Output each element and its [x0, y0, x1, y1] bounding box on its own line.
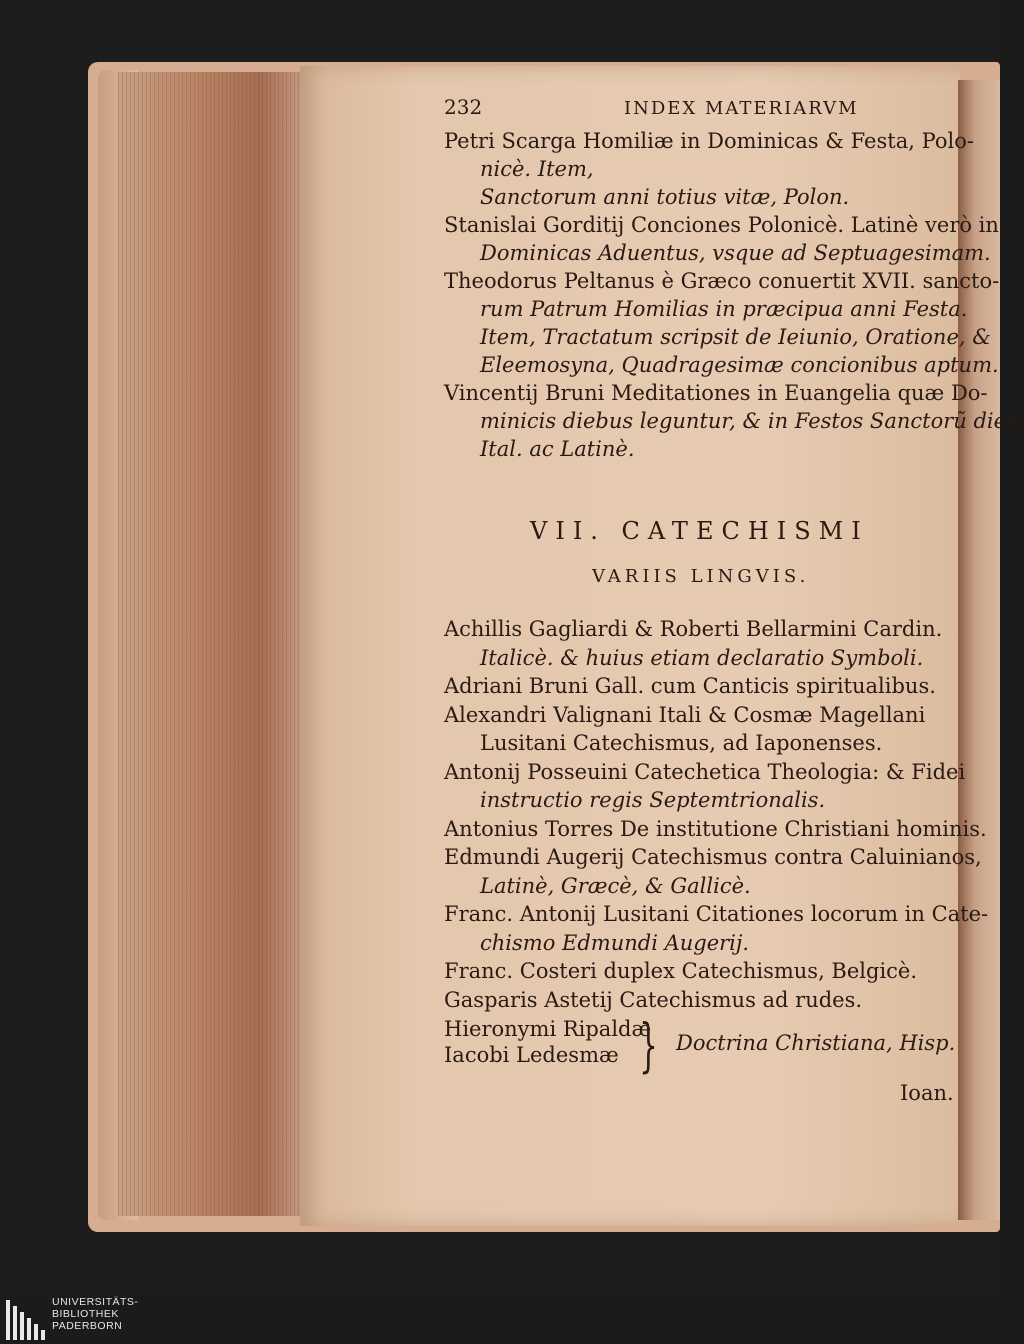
library-name [52, 1296, 138, 1332]
text-line: Dominicas Aduentus, vsque ad Septuagesimam. [480, 241, 991, 265]
text-line: instructio regis Septemtrionalis. [480, 788, 826, 812]
brace-shared-title: Doctrina Christiana, Hisp. [676, 1031, 956, 1055]
library-logo-icon [6, 1300, 46, 1340]
text-line: Ital. ac Latinè. [480, 437, 635, 461]
text-line: Franc. Costeri duplex Catechismus, Belgicè. [444, 959, 918, 983]
library-name-line2: BIBLIOTHEK [52, 1308, 119, 1320]
page-fore-edge [118, 72, 308, 1216]
text-line: Lusitani Catechismus, ad Iaponenses. [480, 731, 883, 755]
text-line: Franc. Antonij Lusitani Citationes locorum in Cate- [444, 902, 989, 926]
text-line: Sanctorum anni totius vitæ, Polon. [480, 185, 850, 209]
section-title: VII. CATECHISMI [530, 517, 869, 545]
section-subtitle: VARIIS LINGVIS. [592, 566, 810, 587]
text-line: minicis diebus leguntur, & in Festos Sanctorũ dies, [480, 409, 1024, 433]
text-line: Italicè. & huius etiam declaratio Symboli. [480, 645, 924, 670]
text-line: Gasparis Astetij Catechismus ad rudes. [444, 987, 863, 1012]
page-text [444, 94, 1024, 1114]
brace-name-1: Hieronymi Ripaldæ [444, 1017, 652, 1041]
brace-name-2: Iacobi Ledesmæ [444, 1043, 619, 1067]
text-line: Item, Tractatum scripsit de Ieiunio, Oratione, & [480, 325, 991, 349]
text-line: Achillis Gagliardi & Roberti Bellarmini Cardin. [444, 617, 943, 641]
text-line: Eleemosyna, Quadragesimæ concionibus aptum. [480, 353, 999, 377]
running-head: INDEX MATERIARVM [624, 98, 859, 119]
text-line: Alexandri Valignani Itali & Cosmæ Magellani [444, 702, 926, 727]
text-line: nicè. Item, [480, 157, 594, 181]
library-name-line1: UNIVERSITÄTS- [52, 1296, 139, 1308]
text-line: chismo Edmundi Augerij. [480, 930, 750, 955]
text-line: Latinè, Græcè, & Gallicè. [480, 873, 751, 898]
brace-symbol: } [639, 1011, 658, 1079]
library-name-line3: PADERBORN [52, 1320, 123, 1332]
text-line: Antonius Torres De institutione Christiani hominis. [444, 816, 987, 841]
text-line: Petri Scarga Homiliæ in Dominicas & Festa, Polo- [444, 129, 974, 153]
catchword: Ioan. [900, 1081, 954, 1105]
library-footer [0, 1296, 1000, 1344]
text-line: Antonij Posseuini Catechetica Theologia: & Fidei [444, 759, 966, 784]
text-line: rum Patrum Homilias in præcipua anni Festa. [480, 297, 968, 321]
text-line: Edmundi Augerij Catechismus contra Caluinianos, [444, 845, 982, 869]
text-line: Vincentij Bruni Meditationes in Euangelia quæ Do- [444, 381, 988, 405]
page-number: 232 [444, 95, 483, 119]
text-line: Adriani Bruni Gall. cum Canticis spiritualibus. [444, 674, 936, 698]
text-line: Stanislai Gorditij Conciones Polonicè. Latinè verò in [444, 213, 999, 237]
text-line: Theodorus Peltanus è Græco conuertit XVII. sancto- [444, 269, 1000, 293]
